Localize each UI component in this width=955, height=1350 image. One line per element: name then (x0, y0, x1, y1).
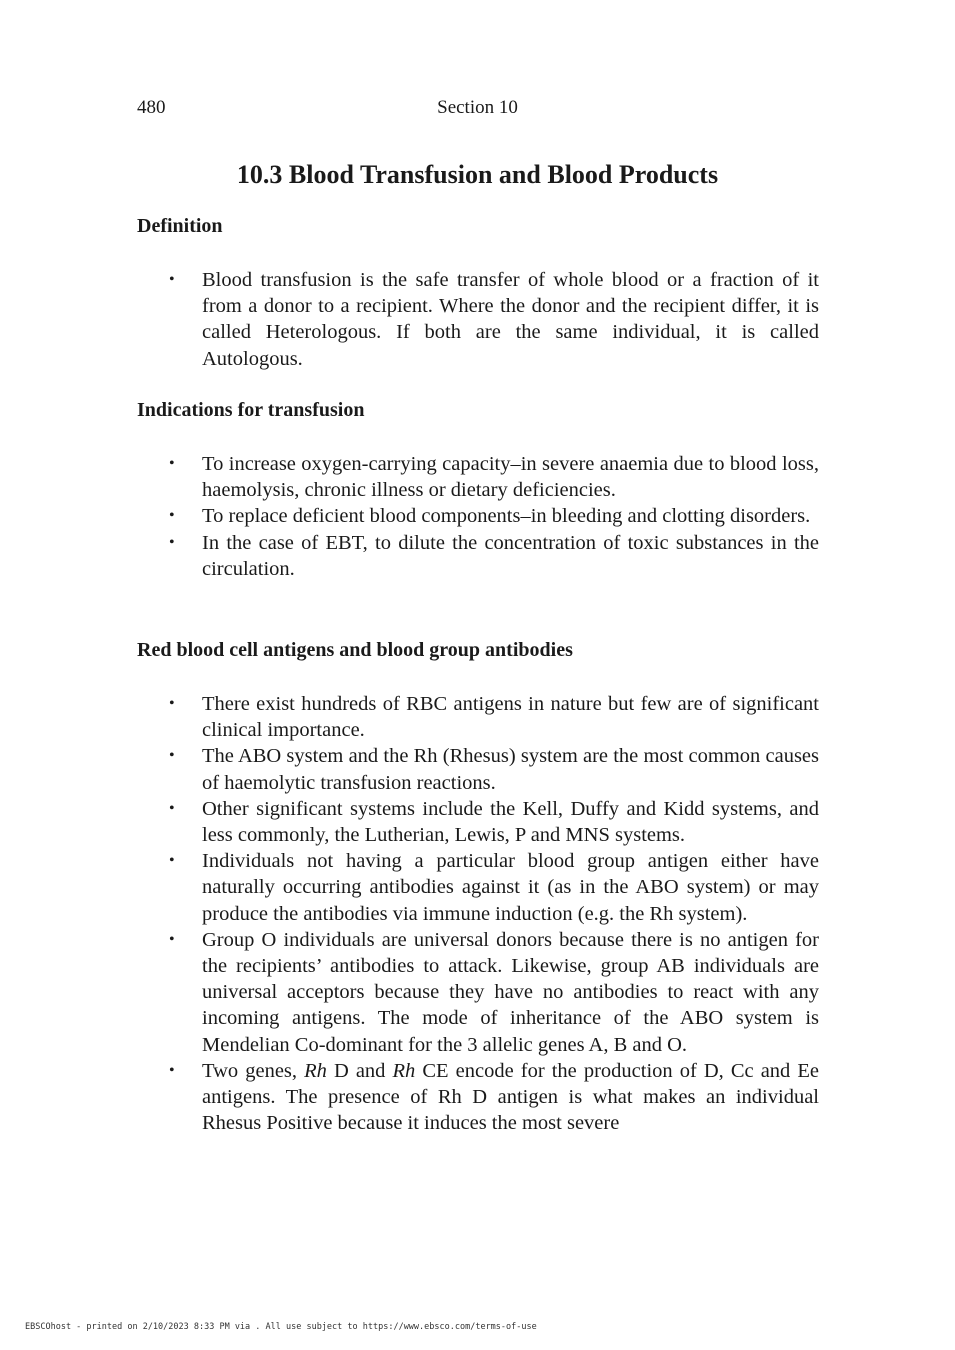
heading-definition: Definition (137, 215, 223, 237)
list-item: • Group O individuals are universal donors because there is no antigen for the recipients’ antibodies to attack. Likewise, group AB individuals are universal acceptors because they have no antibodies to react with any incoming antigens. The mode of inheritance of the ABO system is Mendelian Co-dominant for the 3 allelic genes A, B and O. (169, 928, 819, 1056)
bullet-icon: • (169, 852, 175, 870)
list-item: • To increase oxygen-carrying capacity–in severe anaemia due to blood loss, haemolysis, chronic illness or dietary deficiencies. (169, 453, 819, 502)
list-item: • There exist hundreds of RBC antigens in nature but few are of significant clinical importance. (169, 693, 819, 742)
indications-list (137, 451, 819, 582)
list-item: • Two genes, Rh D and Rh CE encode for the production of D, Cc and Ee antigens. The presence of Rh D antigen is what makes an individual Rhesus Positive because it induces the most severe (169, 1059, 819, 1135)
bullet-icon: • (169, 930, 175, 948)
bullet-icon: • (169, 271, 175, 288)
bullet-icon: • (169, 533, 175, 551)
list-item: • The ABO system and the Rh (Rhesus) system are the most common causes of haemolytic transfusion reactions. (169, 745, 819, 794)
bullet-icon: • (169, 747, 175, 765)
heading-indications: Indications for transfusion (137, 399, 365, 421)
bullet-icon: • (169, 1061, 175, 1079)
rbc-antigens-list (137, 691, 819, 1136)
list-item: • Individuals not having a particular blood group antigen either have naturally occurring antibodies against it (as in the ABO system) or may produce the antibodies via immune induction (e.g. the Rh system). (169, 850, 819, 925)
print-footer: EBSCOhost - printed on 2/10/2023 8:33 PM via . All use subject to https://www.ebsco.com/terms-of-use (25, 1322, 537, 1332)
list-item: • Other significant systems include the Kell, Duffy and Kidd systems, and less commonly, the Lutherian, Lewis, P and MNS systems. (169, 797, 819, 847)
definition-list (137, 267, 819, 372)
bullet-icon: • (169, 507, 175, 525)
list-item: • In the case of EBT, to dilute the concentration of toxic substances in the circulation. (169, 531, 819, 580)
running-head: Section 10 (437, 97, 518, 118)
heading-rbc-antigens: Red blood cell antigens and blood group antibodies (137, 639, 573, 661)
list-item: • Blood transfusion is the safe transfer of whole blood or a fraction of it from a donor to a recipient. Where the donor and the recipient differ, it is called Heterologous. If both are the same individual, it is called Autologous. (169, 269, 819, 370)
list-item: • To replace deficient blood components–in bleeding and clotting disorders. (137, 503, 819, 529)
bullet-icon: • (169, 695, 175, 712)
bullet-icon: • (169, 455, 175, 472)
page-number: 480 (137, 97, 166, 118)
section-title: 10.3 Blood Transfusion and Blood Products (236, 160, 719, 189)
bullet-icon: • (169, 799, 175, 817)
